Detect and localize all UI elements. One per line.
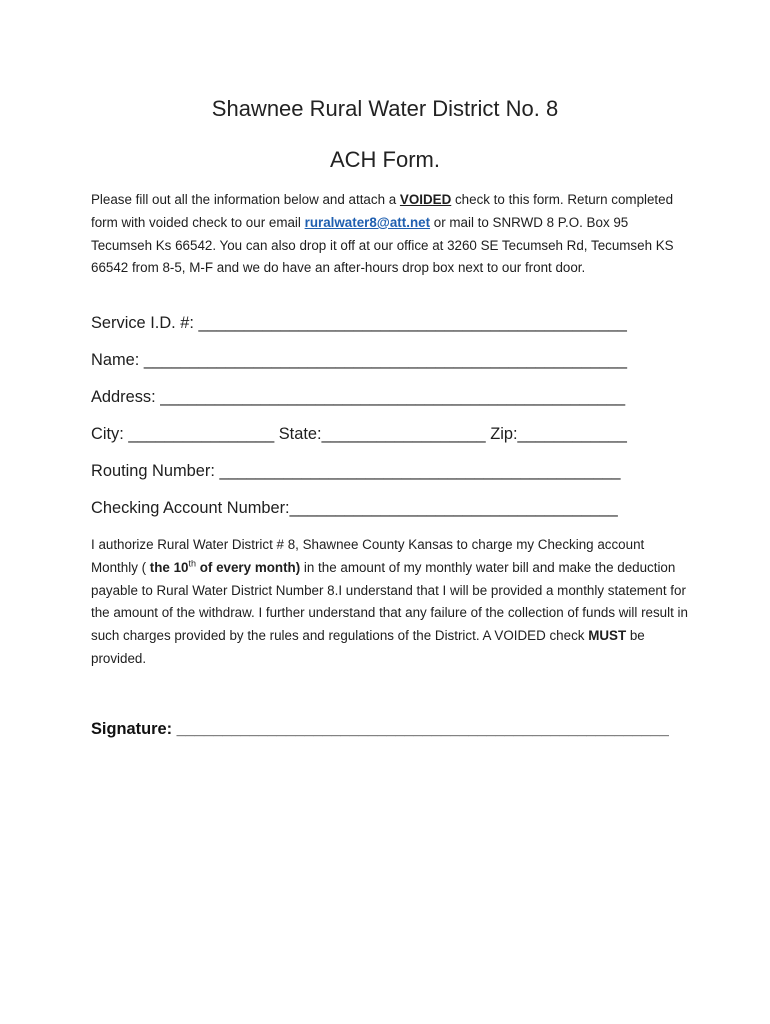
email-link[interactable]: ruralwater8@att.net <box>304 214 431 230</box>
billing-day-bold-1: the 10 <box>149 559 189 575</box>
name-field[interactable]: Name: _____________________________________________________ <box>91 351 627 369</box>
instructions-text-1: Please fill out all the information below and attach a <box>91 192 400 207</box>
authorization-text-1: I authorize Rural Water District # 8, Shawnee County Kansas to charge my Checking account Monthly ( <box>91 537 645 575</box>
must-emphasis: MUST <box>588 628 627 644</box>
city-state-zip-field[interactable]: City: ________________ State:__________________ Zip:____________ <box>91 425 627 443</box>
checking-account-field[interactable]: Checking Account Number:____________________________________ <box>91 499 618 517</box>
authorization-paragraph <box>91 534 691 671</box>
form-title: ACH Form. <box>330 147 440 172</box>
signature-field[interactable]: Signature: ______________________________________________________ <box>91 720 669 738</box>
address-field[interactable]: Address: ___________________________________________________ <box>91 388 626 406</box>
org-title: Shawnee Rural Water District No. 8 <box>211 96 559 121</box>
instructions-text-3: or mail to SNRWD 8 P.O. Box 95 Tecumseh Ks 66542. You can also drop it off at our office at 3260 SE Tecumseh Rd, Tecumseh KS 66542 from 8-5, M-F and we do have an after-hours drop box next to our front door. <box>91 214 674 276</box>
routing-number-field[interactable]: Routing Number: ____________________________________________ <box>91 462 621 480</box>
billing-day-bold-2: of every month) <box>196 559 301 575</box>
authorization-text-3: be provided. <box>91 628 645 666</box>
instructions-text-2: check to this form. Return completed form with voided check to our email <box>91 192 674 230</box>
service-id-field[interactable]: Service I.D. #: _______________________________________________ <box>91 314 627 332</box>
voided-emphasis: VOIDED <box>399 192 452 207</box>
authorization-text-2: in the amount of my monthly water bill and make the deduction payable to Rural Water District Number 8.I understand that I will be provided a monthly statement for the amount of the withdraw. I further understand that any failure of the collection of funds will result in such charges provided by the rules and regulations of the District. A VOIDED check <box>91 559 688 644</box>
billing-day-superscript: th <box>188 558 197 569</box>
instructions-paragraph <box>91 189 691 280</box>
